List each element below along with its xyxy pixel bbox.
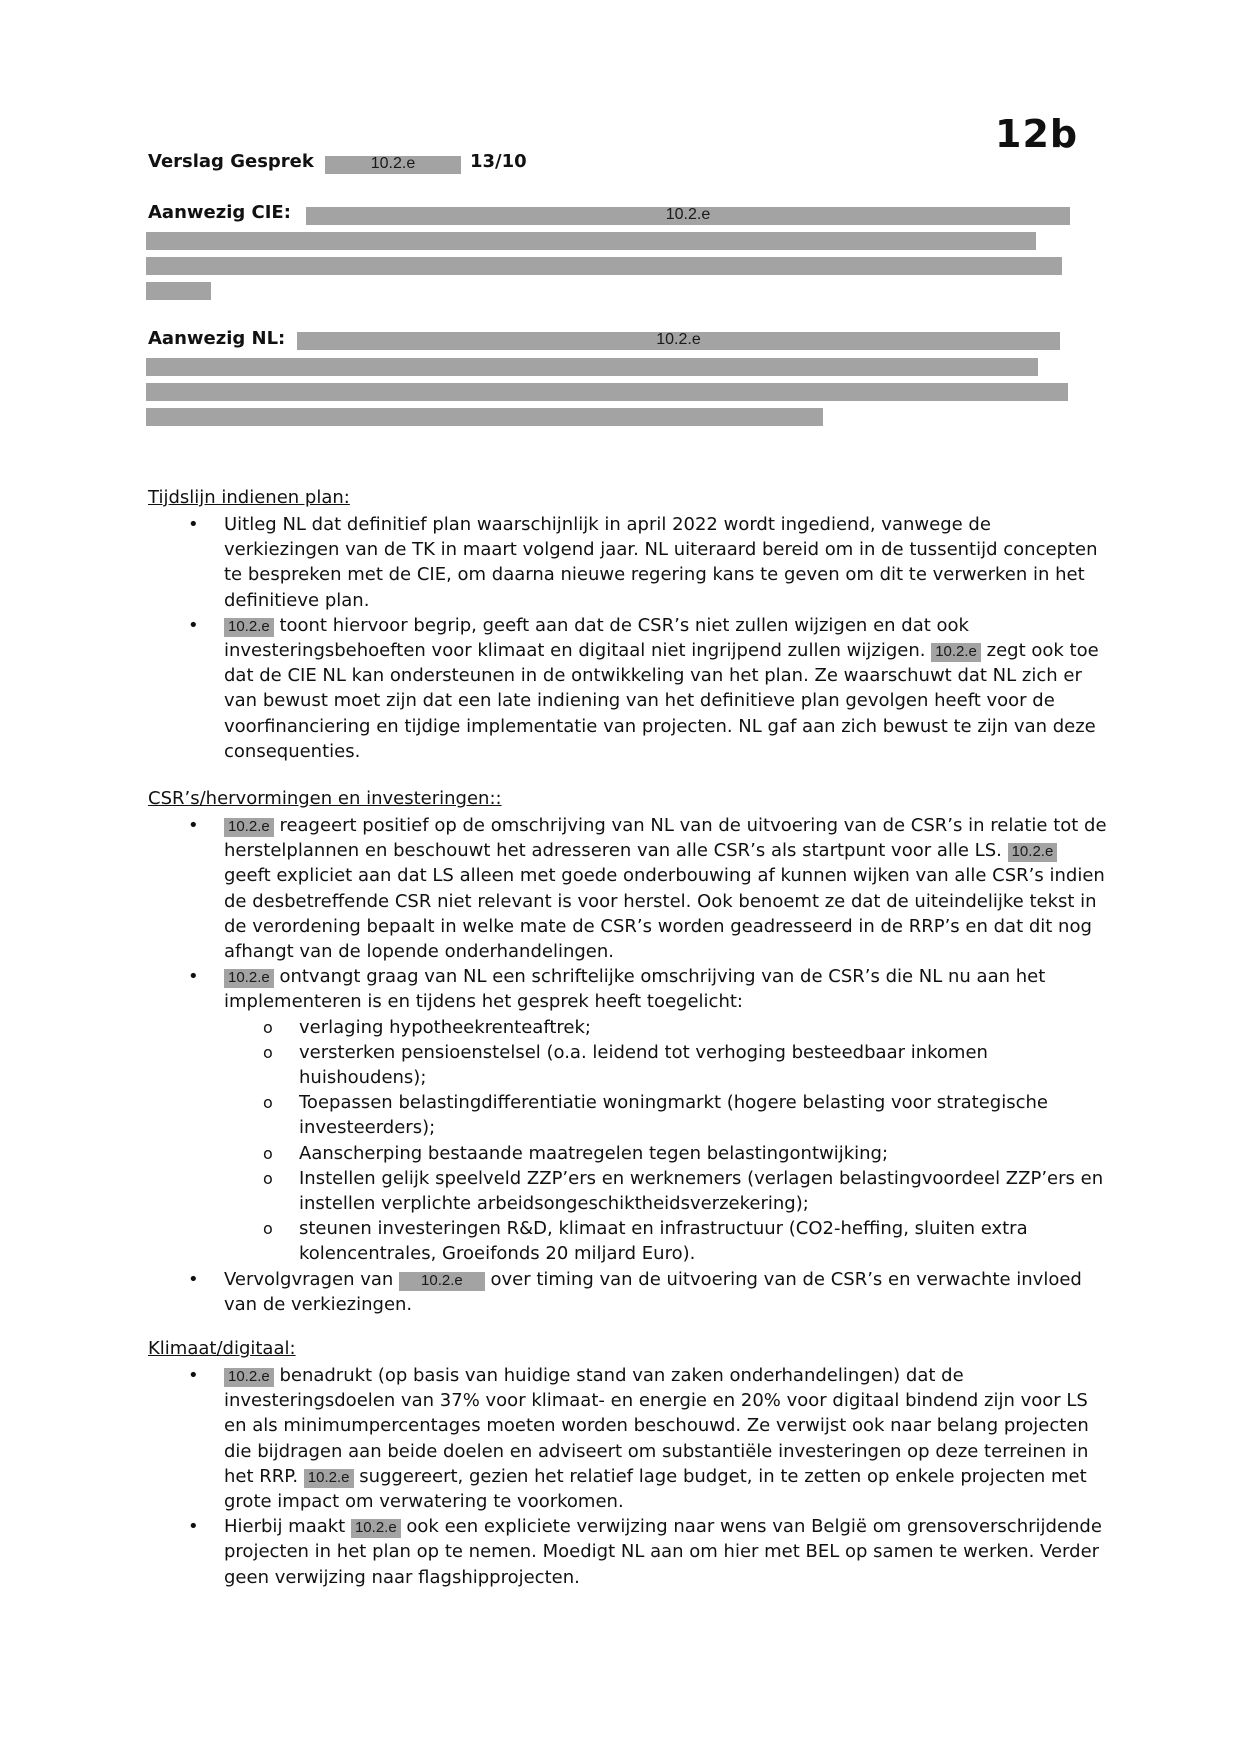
bullet-icon: • [188, 966, 199, 988]
csr-sub-list [148, 1015, 1108, 1267]
redaction: 10.2.e [224, 618, 274, 637]
redaction: 10.2.e [399, 1272, 485, 1291]
redaction: 10.2.e [224, 818, 274, 837]
tijdslijn-list [148, 512, 1108, 764]
list-item: • 10.2.e benadrukt (op basis van huidige stand van zaken onderhandelingen) dat de investeringsdoelen van 37% voor klimaat- en energie en 20% voor digitaal bindend zijn voor LS en als minimumpercentages moeten worden beschouwd. Ze verwijst ook naar belang projecten die bijdragen aan beide doelen en adviseert om substantiële investeringen op deze terreinen in het RRP. 10.2.e suggereert, gezien het relatief lage budget, in te zetten op enkele projecten met grote impact om verwatering te voorkomen. [188, 1365, 1089, 1513]
sub-bullet-icon: o [263, 1219, 273, 1239]
nl-redaction-line-2 [146, 358, 1038, 376]
sub-list-item: o Instellen gelijk speelveld ZZP’ers en werknemers (verlagen belastingvoordeel ZZP’ers en instellen verplichte arbeidsongeschiktheidsverzekering); [263, 1167, 1104, 1215]
sub-list-item: o verlaging hypotheekrenteaftrek; [148, 1015, 1108, 1040]
redaction: 10.2.e [224, 1368, 274, 1387]
cie-attendees-label: Aanwezig CIE: [148, 202, 291, 223]
sub-bullet-icon: o [263, 1168, 273, 1188]
redaction: 10.2.e [931, 643, 981, 662]
nl-redaction-code: 10.2.e [656, 331, 701, 348]
section-heading-tijdslijn: Tijdslijn indienen plan: [148, 487, 350, 508]
sub-bullet-icon: o [263, 1093, 273, 1113]
bullet-icon: • [188, 614, 199, 636]
cie-redaction-line-3 [146, 257, 1062, 275]
report-title: Verslag Gesprek [148, 151, 314, 172]
section-heading-klimaat: Klimaat/digitaal: [148, 1338, 296, 1359]
cie-redaction-line-4 [146, 282, 211, 300]
sub-bullet-icon: o [263, 1143, 273, 1163]
list-item: • 10.2.e toont hiervoor begrip, geeft aan dat de CSR’s niet zullen wijzigen en dat ook investeringsbehoeften voor klimaat en digitaal niet ingrijpend zullen wijzigen. 10.2.e zegt ook toe dat de CIE NL kan ondersteunen in de ontwikkeling van het plan. Ze waarschuwt dat NL zich er van bewust moet zijn dat een late indiening van het definitieve plan gevolgen heeft voor de voorfinanciering en tijdige implementatie van projecten. NL gaf aan zich bewust te zijn van deze consequenties. [188, 614, 1099, 762]
sub-list-item: o Toepassen belastingdifferentiatie woningmarkt (hogere belasting voor strategische investeerders); [263, 1092, 1048, 1139]
nl-attendees-label: Aanwezig NL: [148, 328, 286, 349]
nl-redaction-line-3 [146, 383, 1068, 401]
list-item: • Vervolgvragen van 10.2.e over timing van de uitvoering van de CSR’s en verwachte invloed van de verkiezingen. [188, 1268, 1082, 1315]
title-redaction-code: 10.2.e [370, 155, 416, 172]
bullet-icon: • [188, 815, 199, 836]
list-item: • 10.2.e reageert positief op de omschrijving van NL van de uitvoering van de CSR’s in relatie tot de herstelplannen en beschouwt het adresseren van alle CSR’s als startpunt voor alle LS. 10.2.e geeft expliciet aan dat LS alleen met goede onderbouwing af kunnen wijken van alle CSR’s indien de desbetreffende CSR niet relevant is voor herstel. Ook benoemt ze dat de uiteindelijke tekst in de verordening bepaalt in welke mate de CSR’s worden geadresseerd in de RRP’s en dat dit nog afhangt van de lopende onderhandelingen. [188, 815, 1107, 963]
report-date: 13/10 [470, 151, 527, 172]
sub-list-item: o versterken pensioenstelsel (o.a. leidend tot verhoging besteedbaar inkomen huishoudens); [263, 1041, 988, 1089]
redaction: 10.2.e [224, 969, 274, 988]
section-heading-csr: CSR’s/hervormingen en investeringen:: [148, 788, 502, 809]
sub-list-item: o Aanscherping bestaande maatregelen tegen belastingontwijking; [148, 1141, 1108, 1166]
bullet-icon: • [188, 1268, 199, 1290]
bullet-icon: • [188, 514, 199, 535]
sub-bullet-icon: o [263, 1017, 273, 1037]
bullet-icon: • [188, 1365, 199, 1386]
bullet-icon: • [188, 1516, 199, 1538]
nl-redaction-line-4 [146, 408, 823, 426]
cie-redaction-line-2 [146, 232, 1036, 250]
sub-bullet-icon: o [263, 1042, 273, 1062]
redaction: 10.2.e [304, 1469, 354, 1488]
list-item: • 10.2.e ontvangt graag van NL een schriftelijke omschrijving van de CSR’s die NL nu aan het implementeren is en tijdens het gesprek heeft toegelicht: [188, 966, 1046, 1013]
klimaat-list [148, 1363, 1108, 1590]
redaction: 10.2.e [1008, 843, 1058, 862]
page-number: 12b [995, 112, 1079, 156]
list-item: • Uitleg NL dat definitief plan waarschijnlijk in april 2022 wordt ingediend, vanwege de verkiezingen van de TK in maart volgend jaar. NL uiteraard bereid om in de tussentijd concepten te bespreken met de CIE, om daarna nieuwe regering kans te geven om dit te verwerken in het definitieve plan. [188, 514, 1098, 611]
redaction: 10.2.e [351, 1519, 401, 1538]
csr-list [148, 813, 1108, 1317]
cie-redaction-code: 10.2.e [665, 206, 711, 223]
list-item: • Hierbij maakt 10.2.e ook een expliciete verwijzing naar wens van België om grensoverschrijdende projecten in het plan op te nemen. Moedigt NL aan om hier met BEL op samen te werken. Verder geen verwijzing naar flagshipprojecten. [188, 1516, 1102, 1588]
sub-list-item: o steunen investeringen R&D, klimaat en infrastructuur (CO2-heffing, sluiten extra kolencentrales, Groeifonds 20 miljard Euro). [263, 1218, 1028, 1265]
